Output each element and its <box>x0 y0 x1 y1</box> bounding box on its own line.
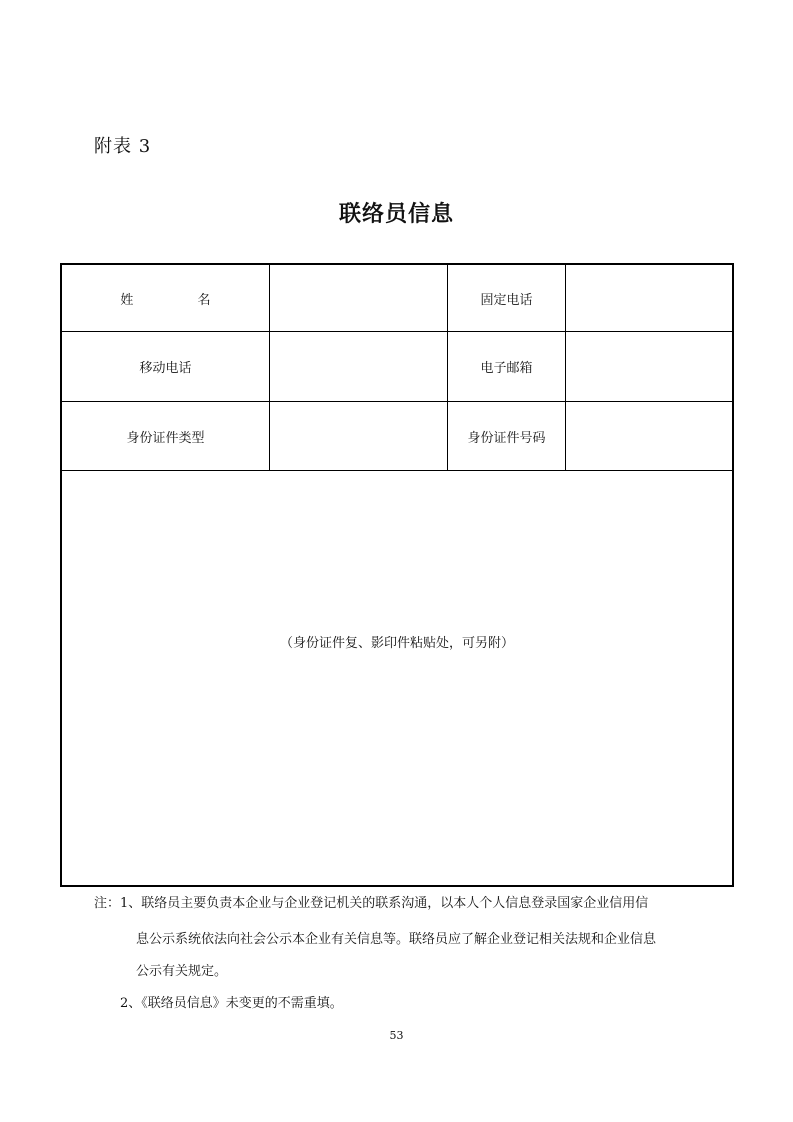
name-label <box>62 265 270 331</box>
email-label: 电子邮箱 <box>448 332 566 401</box>
id-copy-paste-area <box>62 471 732 885</box>
name-label-text: 姓 名 <box>120 292 241 308</box>
paste-area-note: （身份证件复、影印件粘贴处，可另附） <box>279 636 514 651</box>
appendix-label: 附表 3 <box>94 136 152 157</box>
table-row-name <box>62 265 732 332</box>
form-title: 联络员信息 <box>338 202 454 227</box>
id-type-field[interactable] <box>270 402 448 470</box>
page-number: 53 <box>389 1029 404 1042</box>
contact-info-table <box>60 263 734 887</box>
note-line-4: 2、《联络员信息》未变更的不需重填。 <box>120 996 343 1011</box>
landline-field[interactable] <box>566 265 734 331</box>
id-type-label: 身份证件类型 <box>62 402 270 470</box>
note-line-3: 公示有关规定。 <box>136 964 228 979</box>
mobile-field[interactable] <box>270 332 448 401</box>
landline-label: 固定电话 <box>448 265 566 331</box>
mobile-label: 移动电话 <box>62 332 270 401</box>
name-field[interactable] <box>270 265 448 331</box>
id-number-field[interactable] <box>566 402 734 470</box>
note-line-2: 息公示系统依法向社会公示本企业有关信息等。联络员应了解企业登记相关法规和企业信息 <box>136 932 657 947</box>
note-line-1: 注：1、联络员主要负责本企业与企业登记机关的联系沟通，以本人个人信息登录国家企业信用信 <box>94 896 649 911</box>
email-field[interactable] <box>566 332 734 401</box>
id-number-label: 身份证件号码 <box>448 402 566 470</box>
table-row-id <box>62 402 732 471</box>
table-row-mobile <box>62 332 732 402</box>
